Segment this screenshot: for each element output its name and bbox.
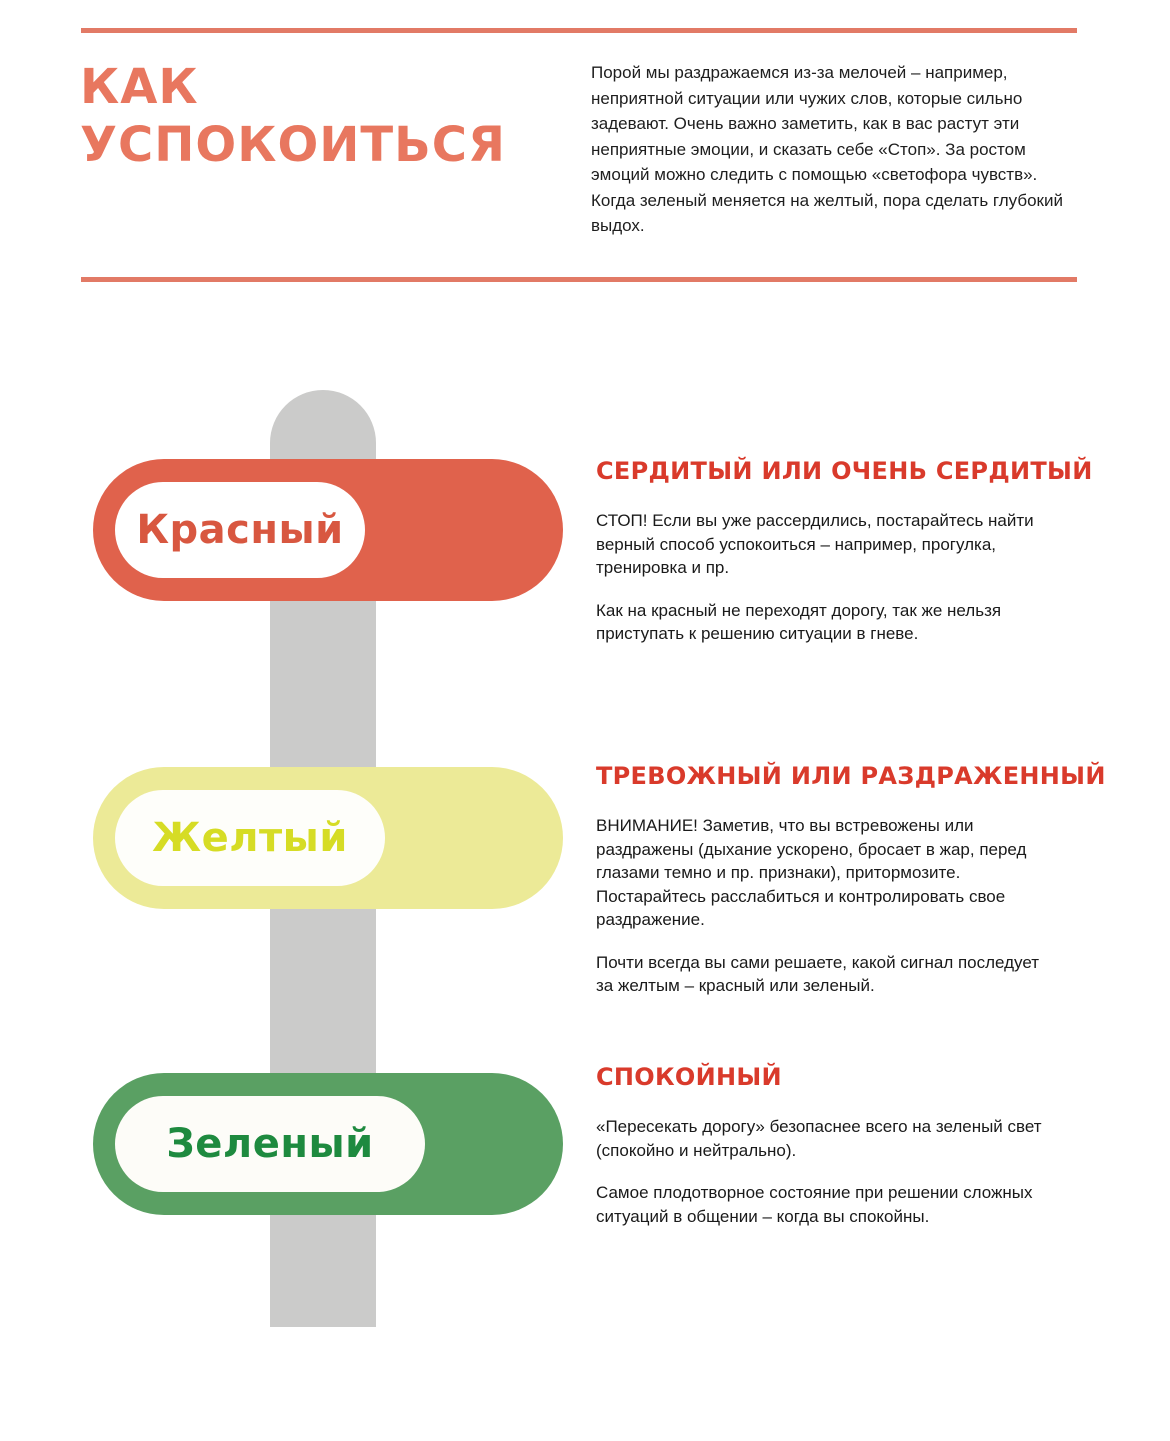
yellow-section (596, 760, 1106, 1017)
page-title-line-2: УСПОКОИТЬСЯ (80, 117, 506, 173)
page-title-line-1: КАК (80, 59, 199, 115)
yellow-section-paragraph-2: Почти всегда вы сами решаете, какой сигнал последует за желтым – красный или зеленый. (596, 952, 1040, 995)
green-sign (93, 1073, 563, 1215)
red-section-heading: СЕРДИТЫЙ ИЛИ ОЧЕНЬ СЕРДИТЫЙ (596, 457, 1093, 485)
top-divider (81, 28, 1077, 33)
green-sign-label: Зеленый (166, 1121, 374, 1167)
red-sign-label-pill (115, 482, 365, 578)
green-sign-label-pill (115, 1096, 425, 1192)
yellow-sign-label: Желтый (152, 815, 348, 861)
red-sign (93, 459, 563, 601)
red-sign-label: Красный (136, 507, 344, 553)
green-section (596, 1061, 1096, 1247)
red-section-paragraph-1: СТОП! Если вы уже рассердились, постарайтесь найти верный способ успокоиться – например, прогулка, тренировка и пр. (596, 511, 1034, 577)
yellow-section-paragraph-1: ВНИМАНИЕ! Заметив, что вы встревожены или раздражены (дыхание ускорено, бросает в жар, перед глазами темно и пр. признаки), притормозите. Постарайтесь расслабиться и контролировать свое раздражение. (596, 816, 1027, 929)
green-section-paragraph-1: «Пересекать дорогу» безопаснее всего на зеленый свет (спокойно и нейтрально). (596, 1117, 1042, 1160)
yellow-section-heading: ТРЕВОЖНЫЙ ИЛИ РАЗДРАЖЕННЫЙ (596, 762, 1106, 790)
intro-paragraph: Порой мы раздражаемся из-за мелочей – например, неприятной ситуации или чужих слов, которые сильно задевают. Очень важно заметить, как в вас растут эти неприятные эмоции, и сказать себе «Стоп». За ростом эмоций можно следить с помощью «светофора чувств». Когда зеленый меняется на желтый, пора сделать глубокий выдох. (591, 63, 1063, 235)
red-section-paragraph-2: Как на красный не переходят дорогу, так же нельзя приступать к решению ситуации в гневе. (596, 600, 1002, 643)
yellow-sign-label-pill (115, 790, 385, 886)
header-bottom-divider (81, 277, 1077, 282)
red-section (596, 455, 1096, 665)
yellow-sign (93, 767, 563, 909)
green-section-paragraph-2: Самое плодотворное состояние при решении сложных ситуаций в общении – когда вы спокойны. (596, 1183, 1033, 1226)
page-title (80, 58, 506, 174)
green-section-heading: СПОКОЙНЫЙ (596, 1063, 782, 1091)
